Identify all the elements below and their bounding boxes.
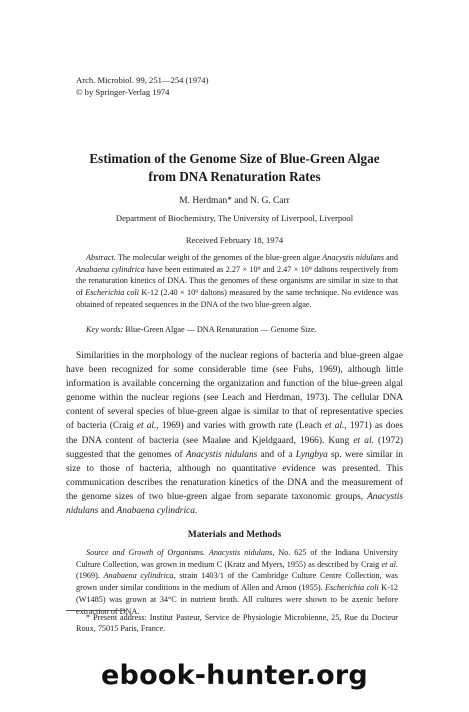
body-text: , 1971) as does the DNA content of bacteria (see Maaløe and Kjeldgaard, 1966). Kung (66, 421, 404, 446)
copyright-line: © by Springer-Verlag 1974 (76, 87, 170, 97)
keywords-label: Key words: (86, 325, 124, 334)
species-name: Anacystis nidulans (205, 548, 273, 557)
article-title (0, 150, 469, 186)
introduction (66, 349, 403, 518)
section-heading-methods: Materials and Methods (187, 530, 282, 540)
subsection-label: Source and Growth of Organisms. (86, 548, 206, 557)
authors: M. Herdman* and N. G. Carr (179, 196, 290, 206)
keywords-text: Blue-Green Algae — DNA Renaturation — Genome Size. (123, 325, 317, 334)
body-text: . (194, 506, 198, 517)
species-name: Anabaena cylindrica (76, 264, 145, 274)
journal-citation (76, 74, 208, 98)
abstract-label: Abstract. (86, 253, 116, 262)
affiliation: Department of Biochemistry, The University of Liverpool, Liverpool (115, 213, 354, 223)
species-name: Anacystis nidulans (322, 253, 384, 262)
footnote-divider (66, 610, 126, 611)
species-name: Anacystis nidulans (185, 449, 258, 460)
abstract (76, 252, 398, 311)
body-text: Similarities in the morphology of the nuclear regions of bacteria and blue-green algae have been recognized for some considerable time (see Fuhs, 1969), although little information is available concerning the organization and function of the blue-green algal genome within the nuclear regions (see Leach and Herdman, 1973). The cellular DNA content of several species of blue-green algae is similar to that of representative species of bacteria (Craig (66, 351, 403, 432)
body-text: , 1969) and varies with growth rate (Leach (156, 421, 325, 432)
footnote (76, 612, 398, 635)
methods-text: , strain 1403/1 of the Cambridge Culture Centre Collection, was grown under similar conditions in the medium of Allen and Arnon (1955). (76, 571, 398, 593)
species-name: Anabaena cylindrica (116, 506, 195, 517)
methods-text: K-12 (W1485) was grown at 34°C in nutrient broth. All cultures were shown to be axenic before extraction of DNA. (76, 583, 399, 616)
footnote-text: * Present address: Institut Pasteur, Service de Physiologie Microbienne, 25, Rue du Docteur Roux, 75015 Paris, France. (76, 613, 398, 634)
species-name: Anacystis nidulans (66, 491, 403, 517)
species-name: Escherichia coli (325, 583, 379, 593)
et-al: et al. (353, 435, 374, 446)
et-al: et al. (324, 421, 345, 432)
keywords (86, 324, 398, 335)
title-line-2: from DNA Renaturation Rates (148, 169, 321, 184)
methods-text: (1969). (76, 571, 104, 581)
body-text: (1972) suggested that the genomes of (66, 435, 404, 460)
species-name: Anabaena cylindrica (103, 571, 174, 581)
et-al: et al. (381, 559, 398, 569)
abstract-text: The molecular weight of the genomes of the blue-green algae (115, 253, 323, 262)
journal-line: Arch. Microbiol. 99, 251—254 (1974) (76, 75, 209, 85)
methods-section (76, 547, 398, 617)
abstract-text: K-12 (2.40 × 10⁹ daltons) measured by the same technique. No evidence was obtained of repeated sequences in the DNA of the two blue-green algae. (76, 288, 399, 309)
title-line-1: Estimation of the Genome Size of Blue-Green Algae (89, 151, 380, 166)
body-text: sp. were similar in size to those of bacteria, although no quantitative evidence was presented. This communication describes the renaturation kinetics of the DNA and the measurement of the genome sizes of two blue-green algae from separate taxonomic groups, (66, 449, 403, 502)
abstract-text: and (384, 253, 398, 262)
watermark: ebook-hunter.org (101, 660, 368, 691)
methods-text: , No. 625 of the Indiana University Culture Collection, was grown in medium C (Kratz and Myers, 1955) as described by Craig (76, 548, 399, 569)
body-text: and (98, 506, 117, 517)
body-text: and of a (257, 449, 296, 460)
abstract-text: have been estimated as 2.27 × 10⁹ and 2.47 × 10⁹ daltons respectively from the renaturation kinetics of DNA. Thus the genomes of these organisms are similar in size to that of (76, 264, 398, 298)
et-al: et al. (136, 421, 157, 432)
species-name: Lyngbya (295, 449, 328, 460)
received-date: Received February 18, 1974 (185, 235, 284, 245)
species-name: Escherichia coli (85, 288, 139, 298)
